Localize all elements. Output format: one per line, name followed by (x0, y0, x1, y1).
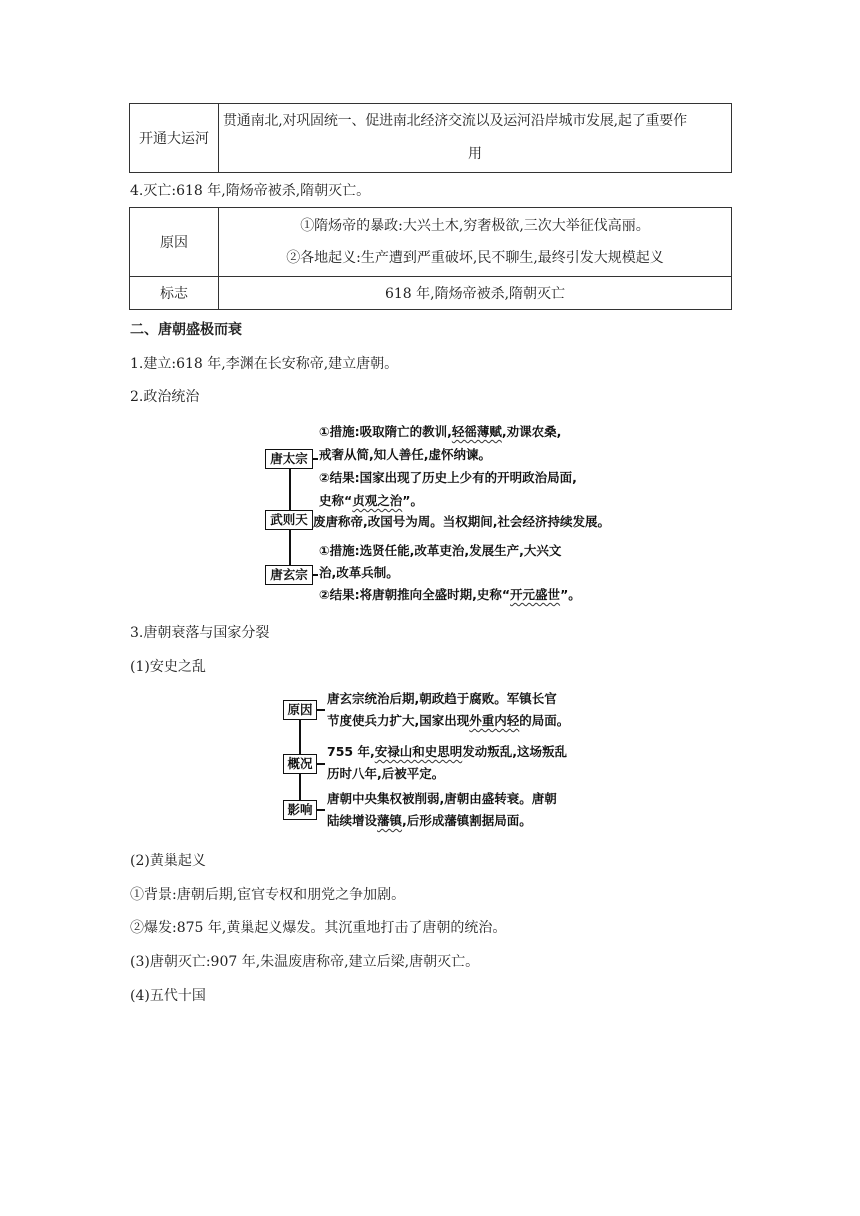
grand-canal-table (129, 103, 732, 173)
anshi-impact-text (327, 788, 557, 832)
anshi-overview-text (327, 741, 567, 785)
wuzetian-desc: 废唐称帝,改国号为周。当权期间,社会经济持续发展。 (313, 514, 610, 529)
anshi-impact-box: 影响 (283, 800, 317, 820)
anshi-overview-box: 概况 (283, 754, 317, 774)
anshi-cause-text (327, 688, 569, 732)
anshi-cause-l2a: 节度使兵力扩大,国家出现 (327, 713, 470, 728)
anshi-cause-keyword: 外重内轻 (469, 713, 520, 728)
taizong-line-1 (319, 420, 577, 443)
grand-canal-text-1: 贯通南北,对巩固统一、促进南北经济交流以及运河沿岸城市发展,起了重要作 (223, 113, 687, 129)
anshi-cause-box: 原因 (283, 700, 317, 720)
anshi-cause-line-1: 唐玄宗统治后期,朝政趋于腐败。军镇长官 (327, 691, 557, 706)
xuanzong-line-1: ①措施:选贤任能,改革吏治,发展生产,大兴文 (319, 543, 562, 558)
anshi-impact-l2c: ,后形成藩镇割据局面。 (402, 813, 532, 828)
anshi-cause-line-2 (327, 710, 569, 732)
cause-text-1: ①隋炀帝的暴政:大兴土木,穷奢极欲,三次大举征伐高丽。 (300, 218, 650, 234)
tang-founding: 1.建立:618 年,李渊在长安称帝,建立唐朝。 (130, 356, 399, 372)
anshi-overview-l1c: 发动叛乱,这场叛乱 (462, 744, 567, 759)
taizong-keyword: 轻徭薄赋 (451, 424, 502, 439)
wuzetian-box: 武则天 (265, 510, 313, 530)
taizong-l1a: ①措施:吸取隋亡的教训, (319, 424, 452, 439)
taizong-line-2: 戒奢从简,知人善任,虚怀纳谏。 (319, 447, 491, 462)
section-title: 二、唐朝盛极而衰 (130, 322, 242, 338)
taizong-l4a: 史称“ (319, 493, 353, 508)
xuanzong-keyword: 开元盛世 (510, 587, 561, 602)
anshi-overview-l1a: 755 年, (327, 744, 375, 759)
taizong-keyword-2: 贞观之治 (352, 493, 403, 508)
politics-heading: 2.政治统治 (130, 389, 200, 405)
taizong-l1c: ,劝课农桑, (501, 424, 562, 439)
anshi-cause-connector (316, 709, 325, 711)
xuanzong-box: 唐玄宗 (265, 565, 313, 585)
cause-cell (219, 208, 732, 277)
anshi-impact-connector (316, 809, 325, 811)
taizong-line-3: ②结果:国家出现了历史上少有的开明政治局面, (319, 470, 577, 485)
xuanzong-l3c: ”。 (560, 587, 581, 602)
grand-canal-text-2: 用 (468, 146, 482, 162)
taizong-line-4 (319, 489, 577, 512)
anshi-cause-l2c: 的局面。 (519, 713, 570, 728)
taizong-text (319, 420, 577, 512)
cause-label: 原因 (130, 208, 219, 277)
sui-fall-table (129, 207, 732, 310)
xuanzong-line-2: 治,改革兵制。 (319, 565, 399, 580)
anshi-impact-keyword: 藩镇 (377, 813, 403, 828)
xuanzong-text (319, 540, 581, 606)
taizong-connector (312, 458, 318, 460)
wuzetian-text (313, 512, 610, 530)
anshi-impact-line-1: 唐朝中央集权被削弱,唐朝由盛转衰。唐朝 (327, 791, 557, 806)
grand-canal-label: 开通大运河 (130, 104, 219, 173)
grand-canal-description (219, 104, 732, 173)
tang-fall: (3)唐朝灭亡:907 年,朱温废唐称帝,建立后梁,唐朝灭亡。 (130, 954, 480, 970)
anshi-overview-keyword: 安禄山和史思明 (374, 744, 463, 759)
anshi-overview-connector (316, 763, 325, 765)
taizong-box: 唐太宗 (265, 449, 313, 469)
taizong-l4c: ”。 (402, 493, 423, 508)
anshi-heading: (1)安史之乱 (130, 659, 206, 675)
huangchao-outbreak: ②爆发:875 年,黄巢起义爆发。其沉重地打击了唐朝的统治。 (130, 920, 507, 936)
sign-text: 618 年,隋炀帝被杀,隋朝灭亡 (219, 277, 732, 310)
xuanzong-l3a: ②结果:将唐朝推向全盛时期,史称“ (319, 587, 511, 602)
huangchao-background: ①背景:唐朝后期,宦官专权和朋党之争加剧。 (130, 887, 406, 903)
decline-heading: 3.唐朝衰落与国家分裂 (130, 625, 270, 641)
huangchao-heading: (2)黄巢起义 (130, 853, 206, 869)
anshi-overview-line-2: 历时八年,后被平定。 (327, 766, 445, 781)
anshi-impact-l2a: 陆续增设 (327, 813, 378, 828)
sui-fall-heading: 4.灭亡:618 年,隋炀帝被杀,隋朝灭亡。 (130, 183, 371, 199)
xuanzong-line-3 (319, 584, 581, 606)
five-dynasties: (4)五代十国 (130, 988, 206, 1004)
anshi-impact-line-2 (327, 810, 557, 832)
anshi-overview-line-1 (327, 741, 567, 763)
xuanzong-connector (312, 574, 318, 576)
cause-text-2: ②各地起义:生产遭到严重破坏,民不聊生,最终引发大规模起义 (286, 250, 664, 266)
sign-label: 标志 (130, 277, 219, 310)
